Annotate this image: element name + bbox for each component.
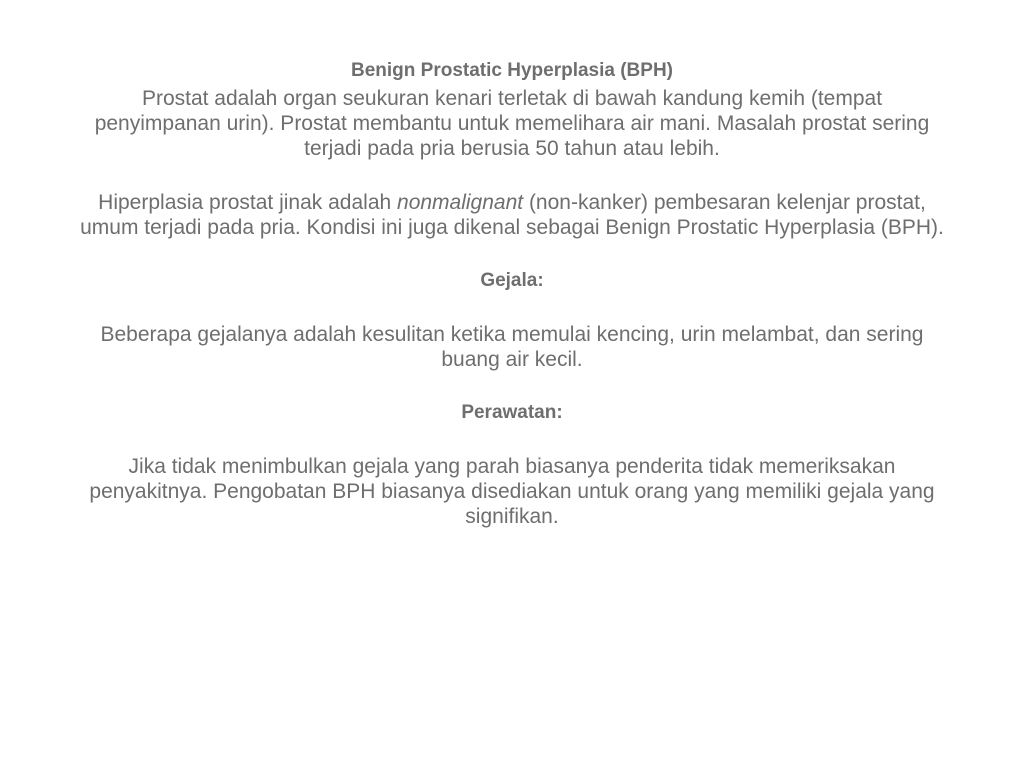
symptoms-heading: Gejala:	[480, 270, 544, 291]
definition-text-end: (non-kanker) pembesaran kelenjar prostat, umum terjadi pada pria. Kondisi ini juga dikenal sebagai Benign Prostatic Hyperplasia (BPH).	[80, 191, 944, 239]
spacer	[80, 294, 944, 322]
definition-paragraph	[80, 190, 944, 240]
slide-title: Benign Prostatic Hyperplasia (BPH)	[350, 60, 674, 81]
intro-paragraph: Prostat adalah organ seukuran kenari terletak di bawah kandung kemih (tempat penyimpanan urin). Prostat membantu untuk memelihara air mani. Masalah prostat sering terjadi pada pria berusia 50 tahun atau lebih.	[94, 87, 930, 160]
spacer	[80, 240, 944, 268]
definition-italic-term: nonmalignant	[397, 191, 524, 214]
treatment-paragraph: Jika tidak menimbulkan gejala yang parah biasanya penderita tidak memeriksakan penyakitnya. Pengobatan BPH biasanya disediakan untuk orang yang memiliki gejala yang signifikan.	[89, 455, 935, 528]
spacer	[80, 161, 944, 190]
spacer	[80, 426, 944, 454]
spacer	[80, 372, 944, 400]
definition-text-start: Hiperplasia prostat jinak adalah	[98, 191, 398, 214]
symptoms-paragraph: Beberapa gejalanya adalah kesulitan ketika memulai kencing, urin melambat, dan sering buang air kecil.	[100, 323, 924, 371]
slide-content	[80, 58, 944, 529]
treatment-heading: Perawatan:	[461, 402, 563, 423]
